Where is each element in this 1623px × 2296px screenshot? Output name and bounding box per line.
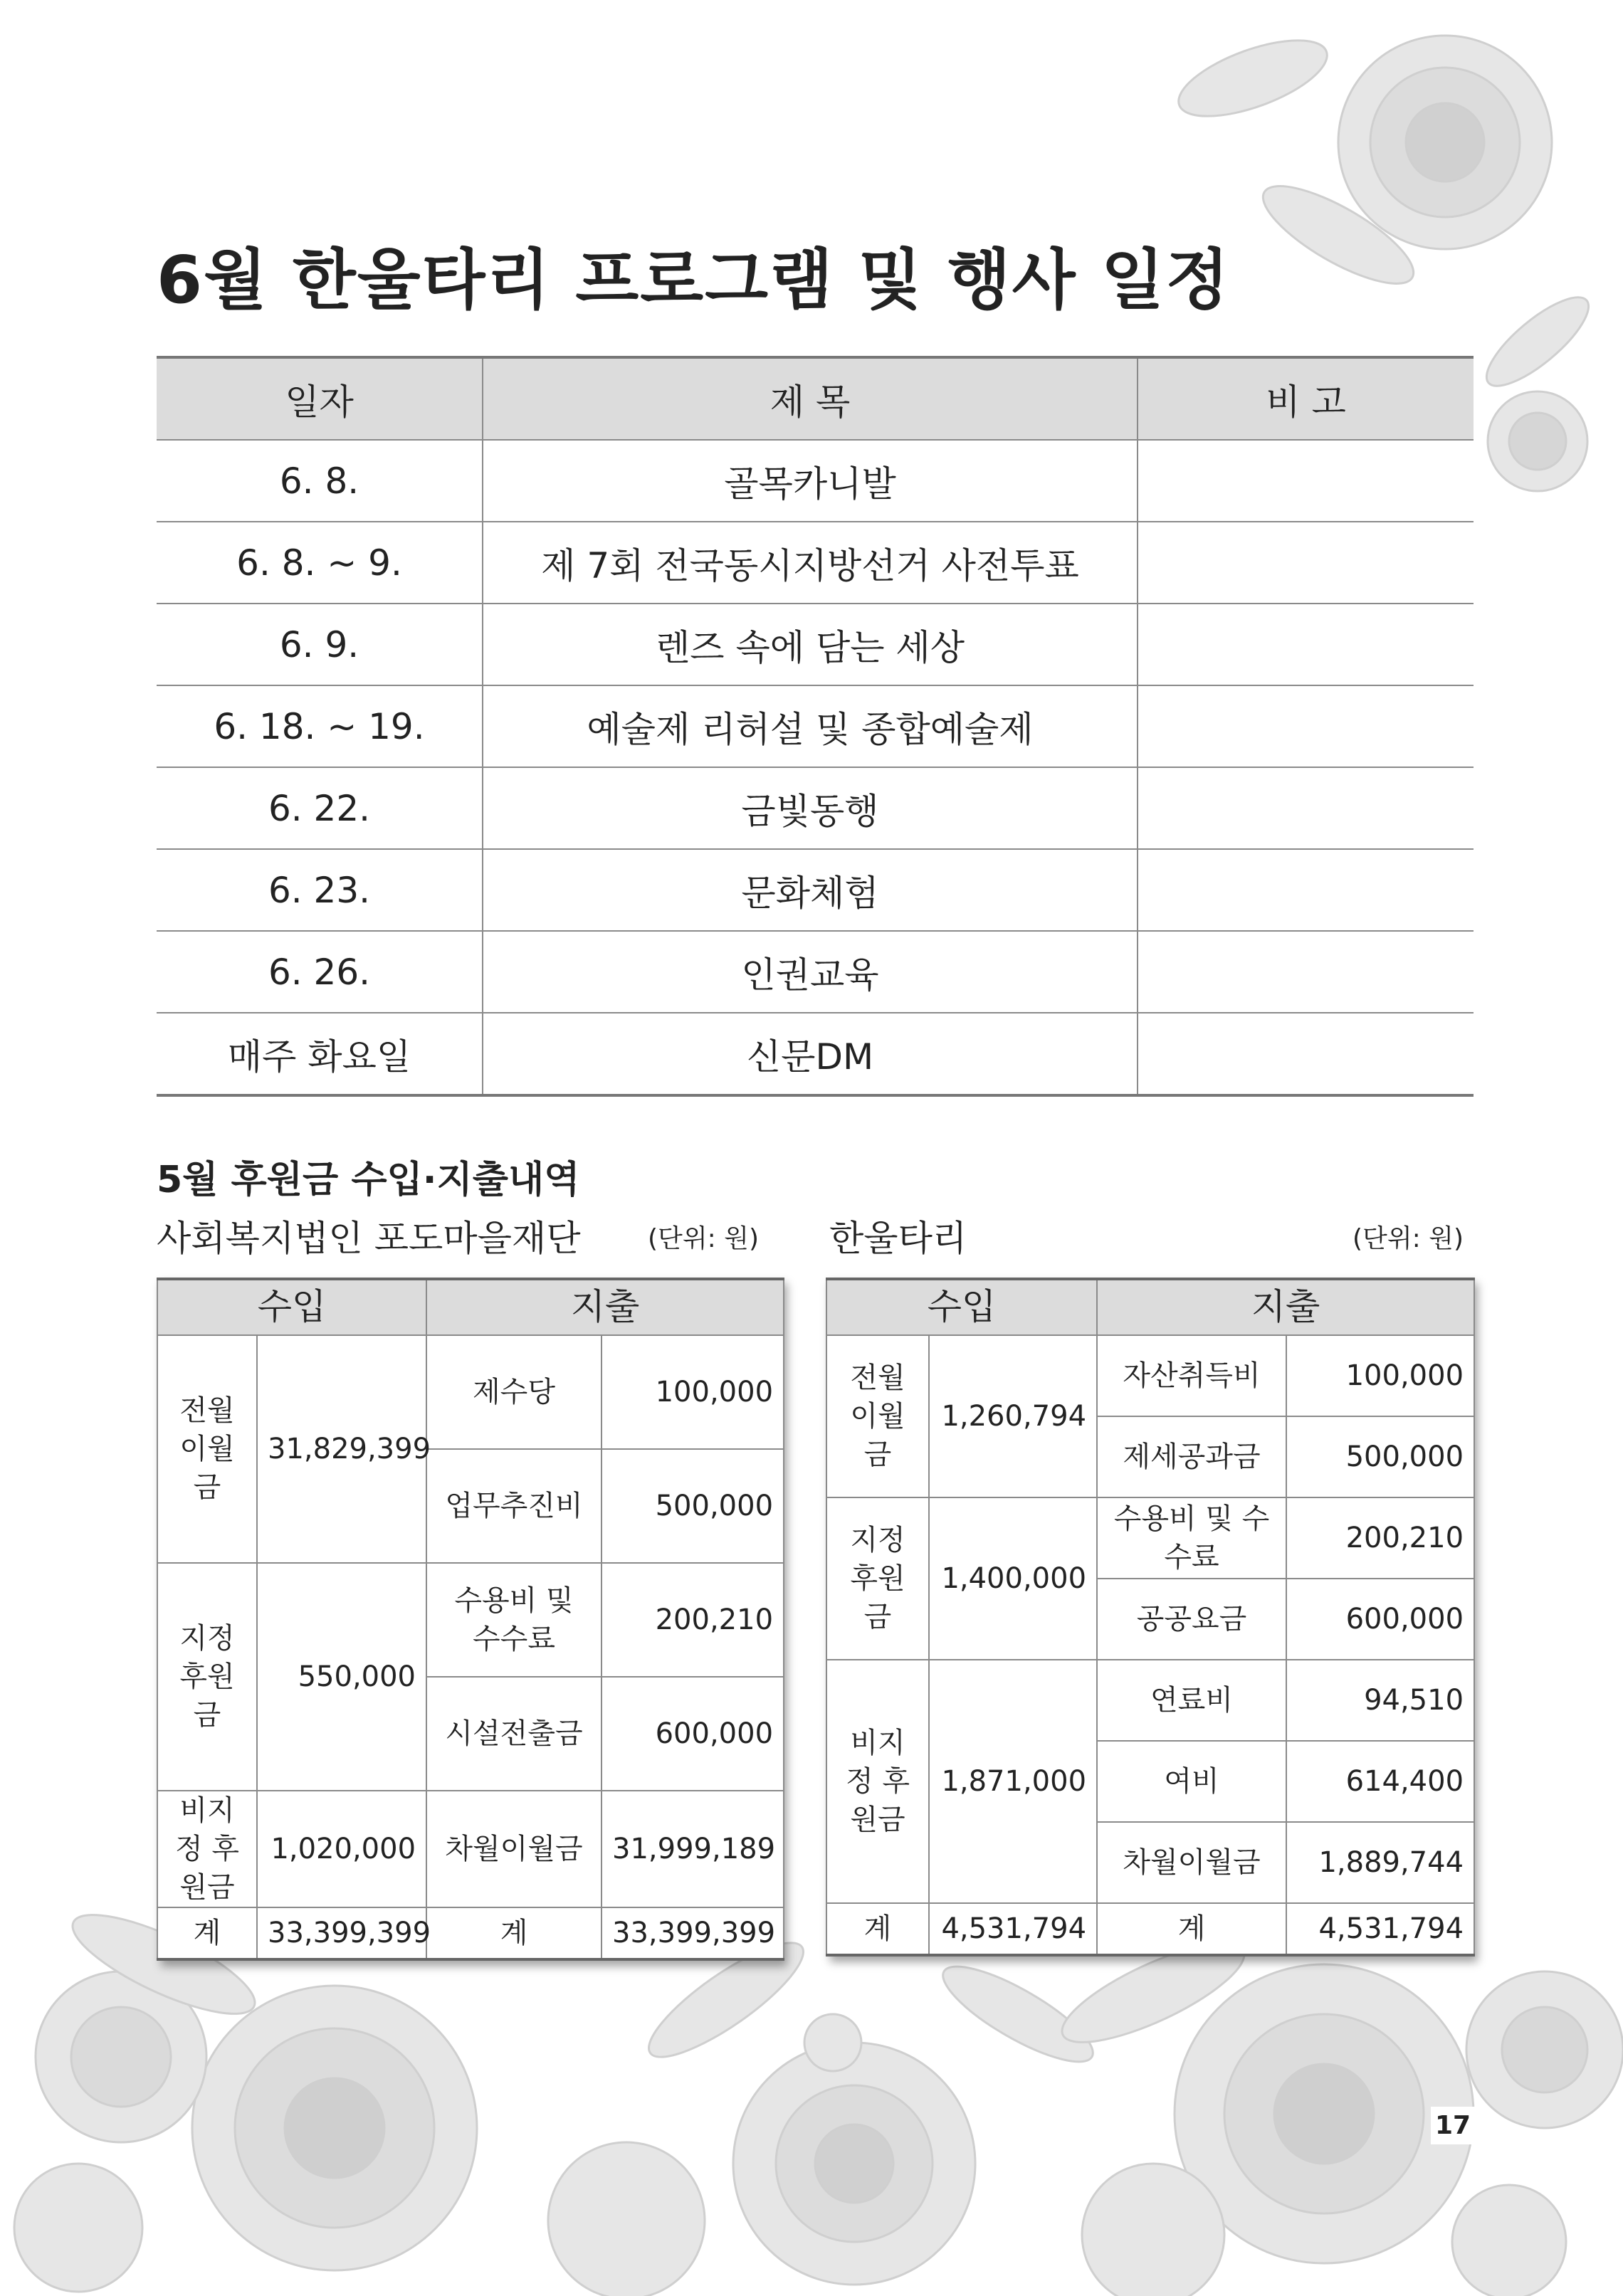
expense-amount: 100,000 — [1286, 1335, 1474, 1416]
schedule-note — [1138, 440, 1474, 522]
expense-label: 제수당 — [426, 1335, 602, 1449]
expense-total-label: 계 — [426, 1907, 602, 1959]
expense-label: 공공요금 — [1097, 1579, 1286, 1660]
income-label: 지정 후원금 — [826, 1497, 929, 1660]
expense-label: 수용비 및 수수료 — [426, 1563, 602, 1677]
header-date: 일자 — [157, 357, 483, 440]
right-unit-label: (단위: 원) — [1352, 1224, 1464, 1253]
left-income-header: 수입 — [157, 1279, 426, 1335]
schedule-date: 6. 23. — [157, 849, 483, 931]
income-label: 전월 이월금 — [826, 1335, 929, 1497]
page-number: 17 — [1431, 2107, 1475, 2144]
schedule-date: 6. 22. — [157, 767, 483, 849]
expense-amount: 1,889,744 — [1286, 1822, 1474, 1903]
expense-label: 업무추진비 — [426, 1449, 602, 1563]
schedule-date: 6. 8. — [157, 440, 483, 522]
income-label: 전월 이월금 — [157, 1335, 257, 1563]
expense-label: 여비 — [1097, 1741, 1286, 1822]
header-subject: 제 목 — [483, 357, 1138, 440]
left-finance-table — [157, 1278, 783, 1961]
schedule-note — [1138, 849, 1474, 931]
income-total: 4,531,794 — [929, 1903, 1097, 1955]
table-row — [157, 522, 1474, 604]
schedule-subject: 금빛동행 — [483, 767, 1138, 849]
schedule-subject: 인권교육 — [483, 931, 1138, 1013]
schedule-header-row — [157, 357, 1474, 440]
expense-total-label: 계 — [1097, 1903, 1286, 1955]
expense-label: 차월이월금 — [1097, 1822, 1286, 1903]
table-row — [157, 440, 1474, 522]
income-amount: 31,829,399 — [257, 1335, 426, 1563]
expense-label: 차월이월금 — [426, 1791, 602, 1907]
expense-amount: 100,000 — [602, 1335, 784, 1449]
flower-bottom-center-icon — [548, 1926, 1104, 2296]
schedule-subject: 골목카니발 — [483, 440, 1138, 522]
expense-label: 연료비 — [1097, 1660, 1286, 1741]
schedule-subject: 문화체험 — [483, 849, 1138, 931]
table-row — [826, 1903, 1474, 1955]
expense-total: 4,531,794 — [1286, 1903, 1474, 1955]
schedule-subject: 신문DM — [483, 1013, 1138, 1095]
finance-subtitle: 5월 후원금 수입·지출내역 — [157, 1159, 580, 1201]
page-title: 6월 한울타리 프로그램 및 행사 일정 — [157, 242, 1231, 318]
income-total-label: 계 — [826, 1903, 929, 1955]
table-row — [157, 1907, 784, 1959]
expense-amount: 500,000 — [1286, 1416, 1474, 1497]
income-label: 비지정 후원금 — [826, 1660, 929, 1903]
income-total: 33,399,399 — [257, 1907, 426, 1959]
schedule-subject: 렌즈 속에 담는 세상 — [483, 604, 1138, 685]
expense-amount: 94,510 — [1286, 1660, 1474, 1741]
income-total-label: 계 — [157, 1907, 257, 1959]
schedule-note — [1138, 767, 1474, 849]
table-row — [157, 849, 1474, 931]
expense-amount: 614,400 — [1286, 1741, 1474, 1822]
schedule-date: 6. 8. ~ 9. — [157, 522, 483, 604]
table-row — [157, 1013, 1474, 1095]
schedule-subject: 예술제 리허설 및 종합예술제 — [483, 685, 1138, 767]
income-amount: 1,020,000 — [257, 1791, 426, 1907]
expense-label: 제세공과금 — [1097, 1416, 1286, 1497]
schedule-note — [1138, 931, 1474, 1013]
schedule-subject: 제 7회 전국동시지방선거 사전투표 — [483, 522, 1138, 604]
flower-bottom-right-icon — [1051, 1925, 1623, 2296]
income-label: 지정 후원금 — [157, 1563, 257, 1791]
expense-amount: 600,000 — [1286, 1579, 1474, 1660]
expense-amount: 200,210 — [1286, 1497, 1474, 1579]
table-row — [157, 604, 1474, 685]
schedule-date: 6. 9. — [157, 604, 483, 685]
right-expense-header: 지출 — [1097, 1279, 1474, 1335]
expense-amount: 31,999,189 — [602, 1791, 784, 1907]
income-amount: 1,871,000 — [929, 1660, 1097, 1903]
expense-total: 33,399,399 — [602, 1907, 784, 1959]
expense-amount: 600,000 — [602, 1677, 784, 1791]
income-label: 비지정 후원금 — [157, 1791, 257, 1907]
left-unit-label: (단위: 원) — [648, 1224, 759, 1253]
left-org-name: 사회복지법인 포도마을재단 — [157, 1218, 581, 1259]
header-note: 비 고 — [1138, 357, 1474, 440]
table-row — [157, 685, 1474, 767]
table-row — [157, 767, 1474, 849]
schedule-date: 6. 18. ~ 19. — [157, 685, 483, 767]
schedule-date: 매주 화요일 — [157, 1013, 483, 1095]
income-amount: 1,260,794 — [929, 1335, 1097, 1497]
schedule-table — [157, 356, 1474, 1097]
schedule-note — [1138, 685, 1474, 767]
right-org-name: 한울타리 — [829, 1218, 967, 1259]
expense-label: 시설전출금 — [426, 1677, 602, 1791]
income-amount: 550,000 — [257, 1563, 426, 1791]
right-income-header: 수입 — [826, 1279, 1097, 1335]
schedule-date: 6. 26. — [157, 931, 483, 1013]
schedule-note — [1138, 1013, 1474, 1095]
right-finance-table — [826, 1278, 1474, 1957]
expense-label: 수용비 및 수수료 — [1097, 1497, 1286, 1579]
expense-amount: 200,210 — [602, 1563, 784, 1677]
left-expense-header: 지출 — [426, 1279, 784, 1335]
schedule-note — [1138, 522, 1474, 604]
expense-amount: 500,000 — [602, 1449, 784, 1563]
schedule-note — [1138, 604, 1474, 685]
expense-label: 자산취득비 — [1097, 1335, 1286, 1416]
table-row — [157, 931, 1474, 1013]
income-amount: 1,400,000 — [929, 1497, 1097, 1660]
